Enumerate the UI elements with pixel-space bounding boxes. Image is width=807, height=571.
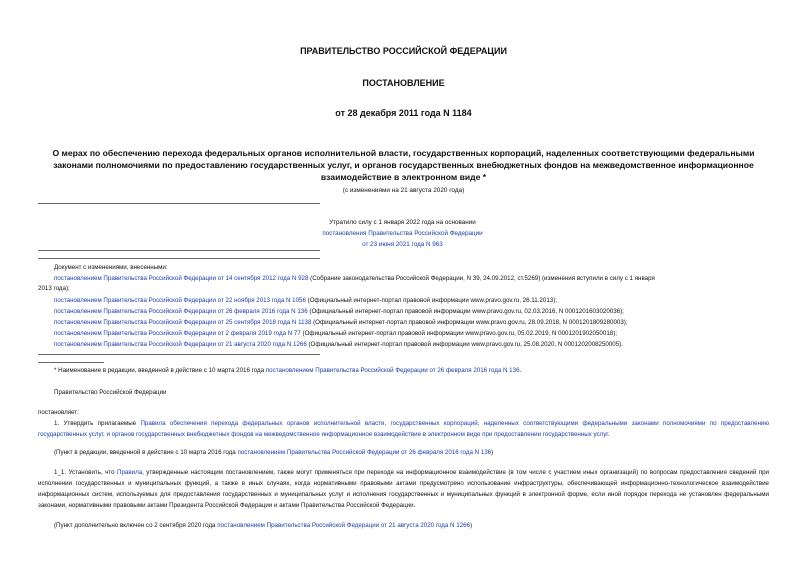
change-item [54, 318, 628, 329]
change-link[interactable]: постановлением Правительства Российской Федерации от 26 февраля 2016 года N 136 [54, 308, 308, 315]
paragraph-1-1-note: (Пункт дополнительно включен со 2 сентября 2020 года постановлением Правительства Российской Федерации от 21 августа 2020 года N 1266) [54, 522, 473, 529]
change-item [54, 307, 624, 318]
change-text: (Официальный интернет-портал правовой информации www.pravo.gov.ru, 25.08.2020, N 0001202008250005). [306, 341, 623, 348]
footnote: * Наименование в редакции, введенной в действие с 10 марта 2016 года постановлением Правительства Российской Федерации от 26 февраля 2016 года N 136. [54, 367, 522, 374]
decrees-word: постановляет: [38, 409, 79, 416]
divider [38, 203, 320, 204]
edition-note: (с изменениями на 21 августа 2020 года) [342, 187, 465, 194]
change-item [54, 329, 617, 340]
repeal-text: Утратило силу с 1 января 2022 года на основании [329, 219, 476, 226]
change-item [54, 274, 655, 285]
footnote-divider [38, 362, 104, 363]
changes-intro: Документ с изменениями, внесенными: [54, 264, 168, 271]
document-type: ПОСТАНОВЛЕНИЕ [362, 78, 445, 88]
paragraph-1-note: (Пункт в редакции, введенной в действие с 10 марта 2016 года постановлением Правительства Российской Федерации от 26 февраля 2016 года N 136) [54, 449, 494, 456]
note-link[interactable]: постановлением Правительства Российской Федерации от 26 февраля 2016 года N 136 [237, 449, 492, 456]
change-text: (Официальный интернет-портал правовой информации www.pravo.gov.ru, 05.02.2019, N 0001201902050018); [300, 330, 617, 337]
change-text: (Официальный интернет-портал правовой информации www.pravo.gov.ru, 28.09.2018, N 0001201809280003); [311, 319, 628, 326]
document-title: О мерах по обеспечению перехода федеральных органов исполнительной власти, государственных корпораций, наделенных соответствующими федеральными законами полномочиями по предоставлению государственных услуг, и органов государственных внебюджетных фондов на межведомственное информационное взаимодействие в электронном виде * [52, 148, 755, 182]
repeal-link-2[interactable]: от 23 июня 2021 года N 963 [362, 241, 443, 248]
rules-short-link[interactable]: Правила [117, 469, 143, 476]
document-date-number: от 28 декабря 2011 года N 1184 [335, 108, 472, 118]
change-text: (Официальный интернет-портал правовой информации www.pravo.gov.ru, 26.11.2013); [305, 297, 557, 304]
issuer: Правительство Российской Федерации [54, 389, 167, 396]
divider [38, 250, 320, 251]
government-heading: ПРАВИТЕЛЬСТВО РОССИЙСКОЙ ФЕДЕРАЦИИ [300, 46, 507, 56]
change-item [54, 296, 557, 307]
change-link[interactable]: постановлением Правительства Российской Федерации от 22 ноября 2013 года N 1056 [54, 297, 306, 304]
divider [38, 354, 320, 355]
change-link[interactable]: постановлением Правительства Российской Федерации от 21 августа 2020 года N 1266 [54, 341, 307, 348]
repeal-note [300, 217, 505, 250]
footnote-text: * Наименование в редакции, введенной в действие с 10 марта 2016 года [54, 367, 266, 374]
footnote-link[interactable]: постановлением Правительства Российской Федерации от 26 февраля 2016 года N 136 [265, 367, 520, 374]
paragraph-1: 1. Утвердить прилагаемые Правила обеспечения перехода федеральных органов исполнительной власти, государственных корпораций, наделенных соответствующими федеральными законами полномочиями по предоставлению государственных услуг, и органов государственных внебюджетных фондов на межведомственное информационное взаимодействие в электронном виде при предоставлении государственных услуг. [38, 420, 769, 438]
repeal-link-1[interactable]: постановления Правительства Российской Федерации [322, 230, 483, 237]
change-link[interactable]: постановлением Правительства Российской Федерации от 14 сентября 2012 года N 928 [54, 275, 309, 282]
change-text: (Официальный интернет-портал правовой информации www.pravo.gov.ru, 02.03.2016, N 0001201603020036); [307, 308, 624, 315]
rules-link[interactable]: Правила обеспечения перехода федеральных органов исполнительной власти, государственных корпораций, наделенных соответствующими федеральными законами полномочиями по предоставлению государственных услуг, и органов государственных внебюджетных фондов на межведомственное информационное взаимодействие в электронном виде при предоставлении государственных услуг [38, 420, 769, 438]
change-item-continued: 2013 года); [38, 285, 70, 292]
change-item [54, 340, 623, 351]
note-link[interactable]: постановлением Правительства Российской Федерации от 21 августа 2020 года N 1266 [217, 522, 470, 529]
change-link[interactable]: постановлением Правительства Российской Федерации от 2 февраля 2019 года N 77 [54, 330, 301, 337]
paragraph-1-1: 1_1. Установить, что Правила, утвержденные настоящим постановлением, также могут применяться при переходе на информационное взаимодействие (в том числе с участием иных организаций) по вопросам предоставления сведений при исполнении государственных и муниципальных функций, а также в иных случаях, когда нормативными правовыми актами предусмотрено использование инфраструктуры, обеспечивающей информационно-технологическое взаимодействие информационных систем, используемых для предоставления государственных и муниципальных услуг и исполнения государственных и муниципальных функций в электронной форме, если иной порядок перехода не установлен федеральными законами, нормативными правовыми актами Президента Российской Федерации и актами Правительства Российской Федерации. [38, 469, 769, 509]
divider [38, 258, 320, 259]
change-text: (Собрание законодательства Российской Федерации, N 39, 24.09.2012, ст.5269) (изменения вступили в силу с 1 января [308, 275, 655, 282]
change-link[interactable]: постановлением Правительства Российской Федерации от 25 сентября 2018 года N 1138 [54, 319, 312, 326]
